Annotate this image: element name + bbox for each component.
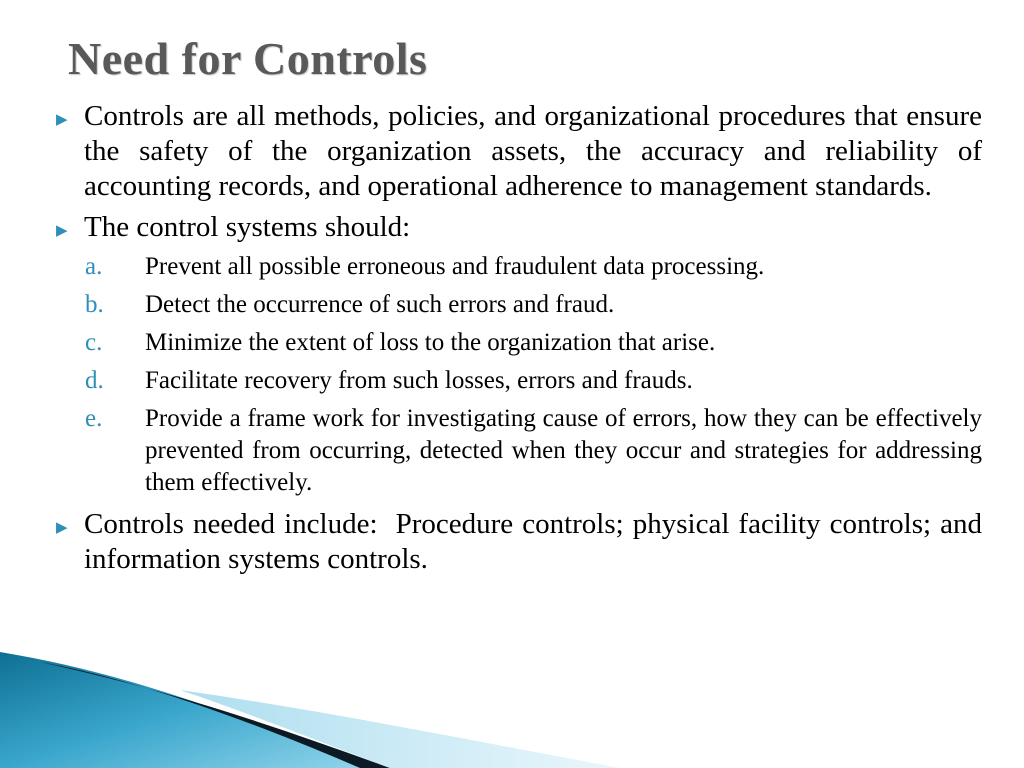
sub-item-letter: a. [85, 253, 103, 280]
sub-item [85, 403, 982, 499]
triangle-right-icon: ▶ [56, 518, 68, 536]
sub-item [85, 365, 982, 397]
bullet-item [56, 99, 982, 204]
bullet-item [56, 210, 982, 245]
sub-item-letter: e. [85, 405, 103, 432]
sub-item [85, 251, 982, 283]
sub-item [85, 327, 982, 359]
sub-item-text: Detect the occurrence of such errors and fraud. [145, 291, 615, 318]
sub-item [85, 289, 982, 321]
triangle-right-icon: ▶ [56, 110, 68, 128]
sub-item-letter: d. [85, 367, 104, 394]
bullet-text: The control systems should: [84, 211, 411, 243]
sub-item-letter: b. [85, 291, 104, 318]
sub-item-text: Prevent all possible erroneous and fraudulent data processing. [145, 253, 765, 280]
sub-item-letter: c. [85, 329, 103, 356]
sub-list [56, 251, 982, 499]
sub-item-text: Facilitate recovery from such losses, errors and frauds. [145, 367, 693, 394]
slide-content [56, 99, 990, 577]
triangle-right-icon: ▶ [56, 221, 68, 239]
bullet-text: Controls are all methods, policies, and organizational procedures that ensure the safety of the organization assets, the accuracy and reliability of accounting records, and operational adherence to management standards. [84, 100, 982, 202]
sub-item-text: Provide a frame work for investigating cause of errors, how they can be effectively prevented from occurring, detected when they occur and strategies for addressing them effectively. [145, 405, 982, 496]
sub-item-text: Minimize the extent of loss to the organization that arise. [145, 329, 716, 356]
slide-title: Need for Controls [68, 33, 428, 84]
bullet-item [56, 507, 990, 577]
bullet-text: Controls needed include: Procedure controls; physical facility controls; and information systems controls. [84, 508, 990, 575]
